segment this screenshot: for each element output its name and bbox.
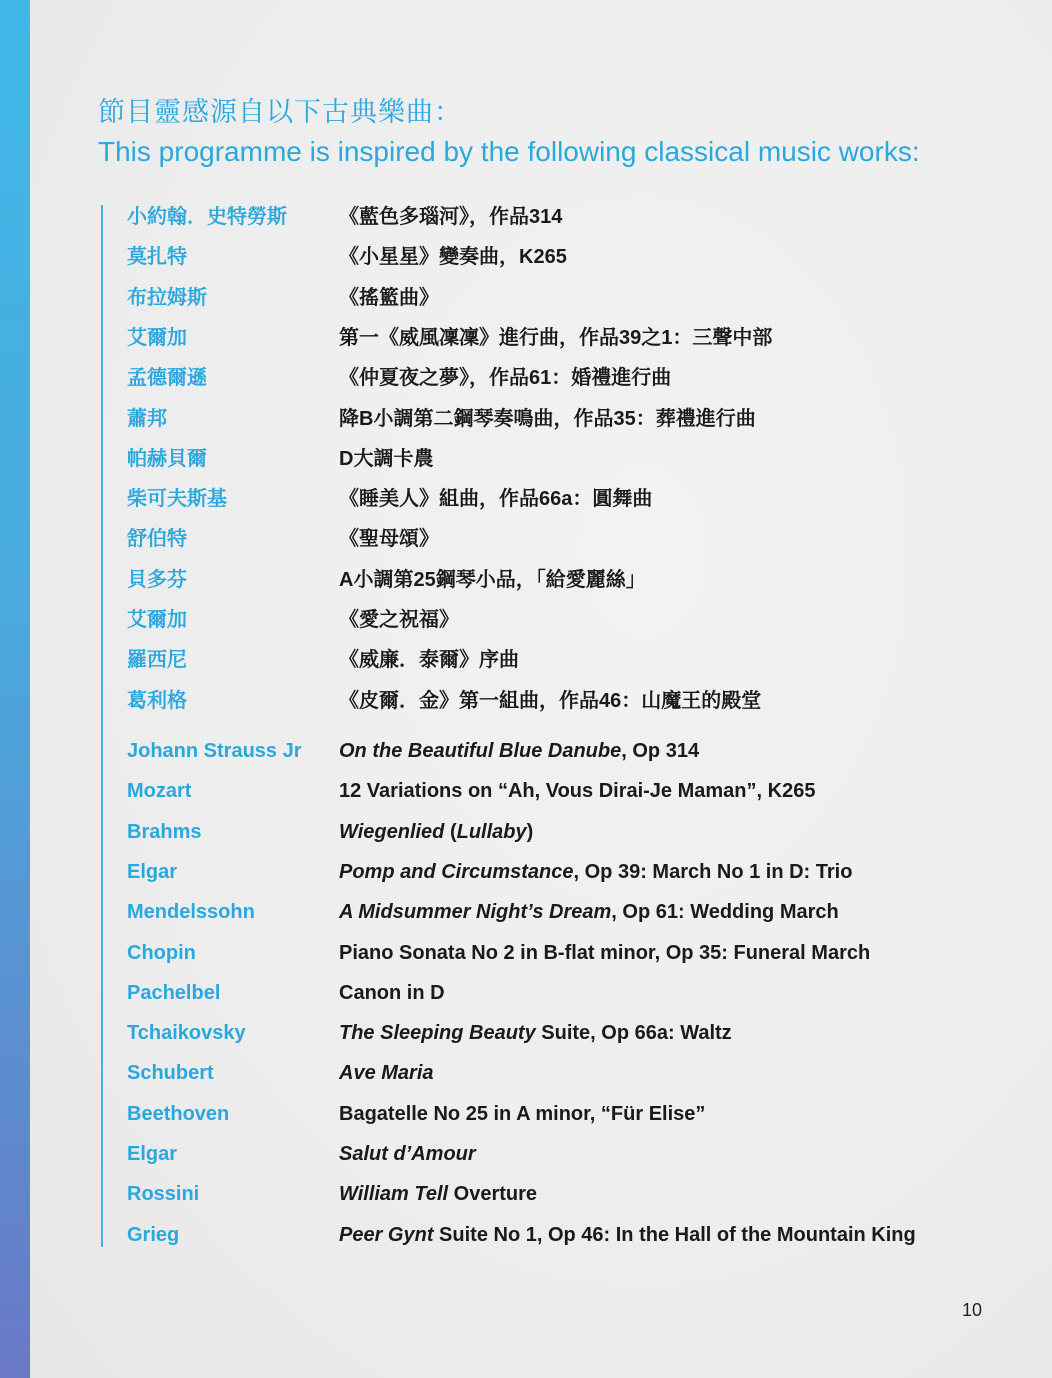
- composer-name: 羅西尼: [127, 649, 187, 672]
- vertical-rule: [101, 205, 103, 1247]
- composer-name: 蕭邦: [127, 407, 167, 430]
- composer-name: Beethoven: [127, 1102, 230, 1125]
- work-title-text: ): [526, 820, 534, 843]
- composer-name: Brahms: [127, 820, 202, 843]
- work-title: [339, 1179, 537, 1209]
- work-title-text: 《愛之祝福》: [339, 609, 459, 631]
- work-title-text: 降B小調第二鋼琴奏鳴曲，作品35：葬禮進行曲: [339, 407, 756, 430]
- composer-name: Elgar: [127, 860, 178, 883]
- work-title-text: , Op 39: March No 1 in D: Trio: [573, 860, 853, 883]
- work-title-text: Suite, Op 66a: Waltz: [535, 1022, 732, 1045]
- work-title-italic: Lullaby: [456, 820, 527, 843]
- work-title-text: 《搖籃曲》: [339, 286, 439, 309]
- work-title: [339, 605, 459, 635]
- work-title-italic: Salut d’Amour: [339, 1143, 476, 1165]
- composer-name: 艾爾加: [127, 326, 187, 349]
- composer-name: 貝多芬: [127, 568, 187, 591]
- work-title-text: , Op 314: [621, 740, 700, 762]
- composer-name: 孟德爾遜: [127, 367, 207, 390]
- page-number: 10: [962, 1300, 983, 1320]
- work-title-text: (: [444, 820, 457, 843]
- work-title-italic: A Midsummer Night’s Dream: [339, 901, 612, 924]
- work-title-text: 《皮爾．金》第一組曲，作品46：山魔王的殿堂: [339, 689, 762, 712]
- programme-heading: [98, 92, 920, 172]
- work-title: [339, 1018, 732, 1048]
- work-title-italic: Wiegenlied: [339, 820, 445, 843]
- work-title: [339, 897, 839, 927]
- work-title: [339, 1220, 916, 1250]
- work-title: [339, 404, 756, 434]
- work-title-text: D大調卡農: [339, 447, 434, 470]
- composer-name: Rossini: [127, 1183, 200, 1206]
- work-title: [339, 323, 772, 353]
- work-title-text: , Op 61: Wedding March: [611, 901, 839, 924]
- work-title: [339, 817, 533, 847]
- work-title: [339, 444, 433, 474]
- work-title-text: Bagatelle No 25 in A minor, “Für Elise”: [339, 1102, 706, 1125]
- composer-name: 艾爾加: [127, 609, 187, 631]
- work-title-text: Suite No 1, Op 46: In the Hall of the Mountain King: [433, 1223, 916, 1246]
- work-title: [339, 1099, 705, 1129]
- work-title: [339, 686, 761, 716]
- work-title: [339, 1139, 476, 1169]
- composer-name: 莫扎特: [127, 246, 187, 269]
- work-title-text: 《仲夏夜之夢》，作品61：婚禮進行曲: [339, 367, 672, 390]
- work-title-text: Canon in D: [339, 981, 445, 1004]
- composer-name: 帕赫貝爾: [127, 447, 207, 470]
- work-title-italic: The Sleeping Beauty: [339, 1022, 536, 1045]
- composer-name: Mozart: [127, 780, 192, 803]
- work-title-text: 《睡美人》組曲，作品66a：圓舞曲: [339, 488, 653, 511]
- composer-name: Johann Strauss Jr: [127, 740, 302, 762]
- work-title: [339, 776, 815, 806]
- composer-name: 布拉姆斯: [127, 286, 207, 309]
- composer-name: 葛利格: [127, 689, 187, 712]
- work-title: [339, 524, 439, 554]
- heading-chinese: 節目靈感源自以下古典樂曲：: [98, 97, 462, 127]
- composer-name: Schubert: [127, 1062, 214, 1085]
- work-title: [339, 565, 646, 595]
- work-title-text: 《小星星》變奏曲，K265: [339, 246, 567, 269]
- work-title: [339, 363, 671, 393]
- composer-name: Grieg: [127, 1223, 180, 1246]
- work-title-italic: Ave Maria: [339, 1062, 434, 1085]
- work-title-text: Overture: [448, 1183, 538, 1206]
- composer-name: 舒伯特: [127, 528, 187, 551]
- work-title: [339, 202, 562, 232]
- work-title: [339, 242, 567, 272]
- work-title-text: A小調第25鋼琴小品，「給愛麗絲」: [339, 568, 646, 591]
- work-title: [339, 645, 519, 675]
- work-title: [339, 978, 445, 1008]
- composer-name: 小約翰．史特勞斯: [127, 206, 287, 228]
- work-title: [339, 938, 870, 968]
- work-title-text: 《藍色多瑙河》，作品314: [339, 206, 563, 228]
- work-title: [339, 484, 652, 514]
- work-title-text: 12 Variations on “Ah, Vous Dirai-Je Maman”, K265: [339, 780, 816, 803]
- work-title-italic: William Tell: [339, 1183, 449, 1206]
- composer-name: Chopin: [127, 941, 196, 964]
- composer-name: Mendelssohn: [127, 901, 255, 924]
- work-title: [339, 736, 699, 766]
- work-title-text: 第一《威風凜凜》進行曲，作品39之1：三聲中部: [339, 326, 773, 349]
- work-title: [339, 1058, 434, 1088]
- work-title: [339, 857, 852, 887]
- work-title-text: 《聖母頌》: [339, 528, 439, 551]
- work-title-italic: Pomp and Circumstance: [339, 860, 574, 883]
- work-title: [339, 283, 439, 313]
- work-title-italic: Peer Gynt: [339, 1223, 434, 1246]
- work-title-text: 《威廉．泰爾》序曲: [339, 649, 519, 672]
- heading-english: This programme is inspired by the following classical music works:: [98, 136, 920, 167]
- work-title-italic: On the Beautiful Blue Danube: [339, 740, 622, 762]
- work-title-text: Piano Sonata No 2 in B-flat minor, Op 35: Funeral March: [339, 941, 871, 964]
- composer-name: Elgar: [127, 1143, 178, 1165]
- side-color-band: [0, 0, 30, 1378]
- composer-name: Pachelbel: [127, 981, 221, 1004]
- composer-name: Tchaikovsky: [127, 1022, 246, 1045]
- composer-name: 柴可夫斯基: [127, 488, 227, 511]
